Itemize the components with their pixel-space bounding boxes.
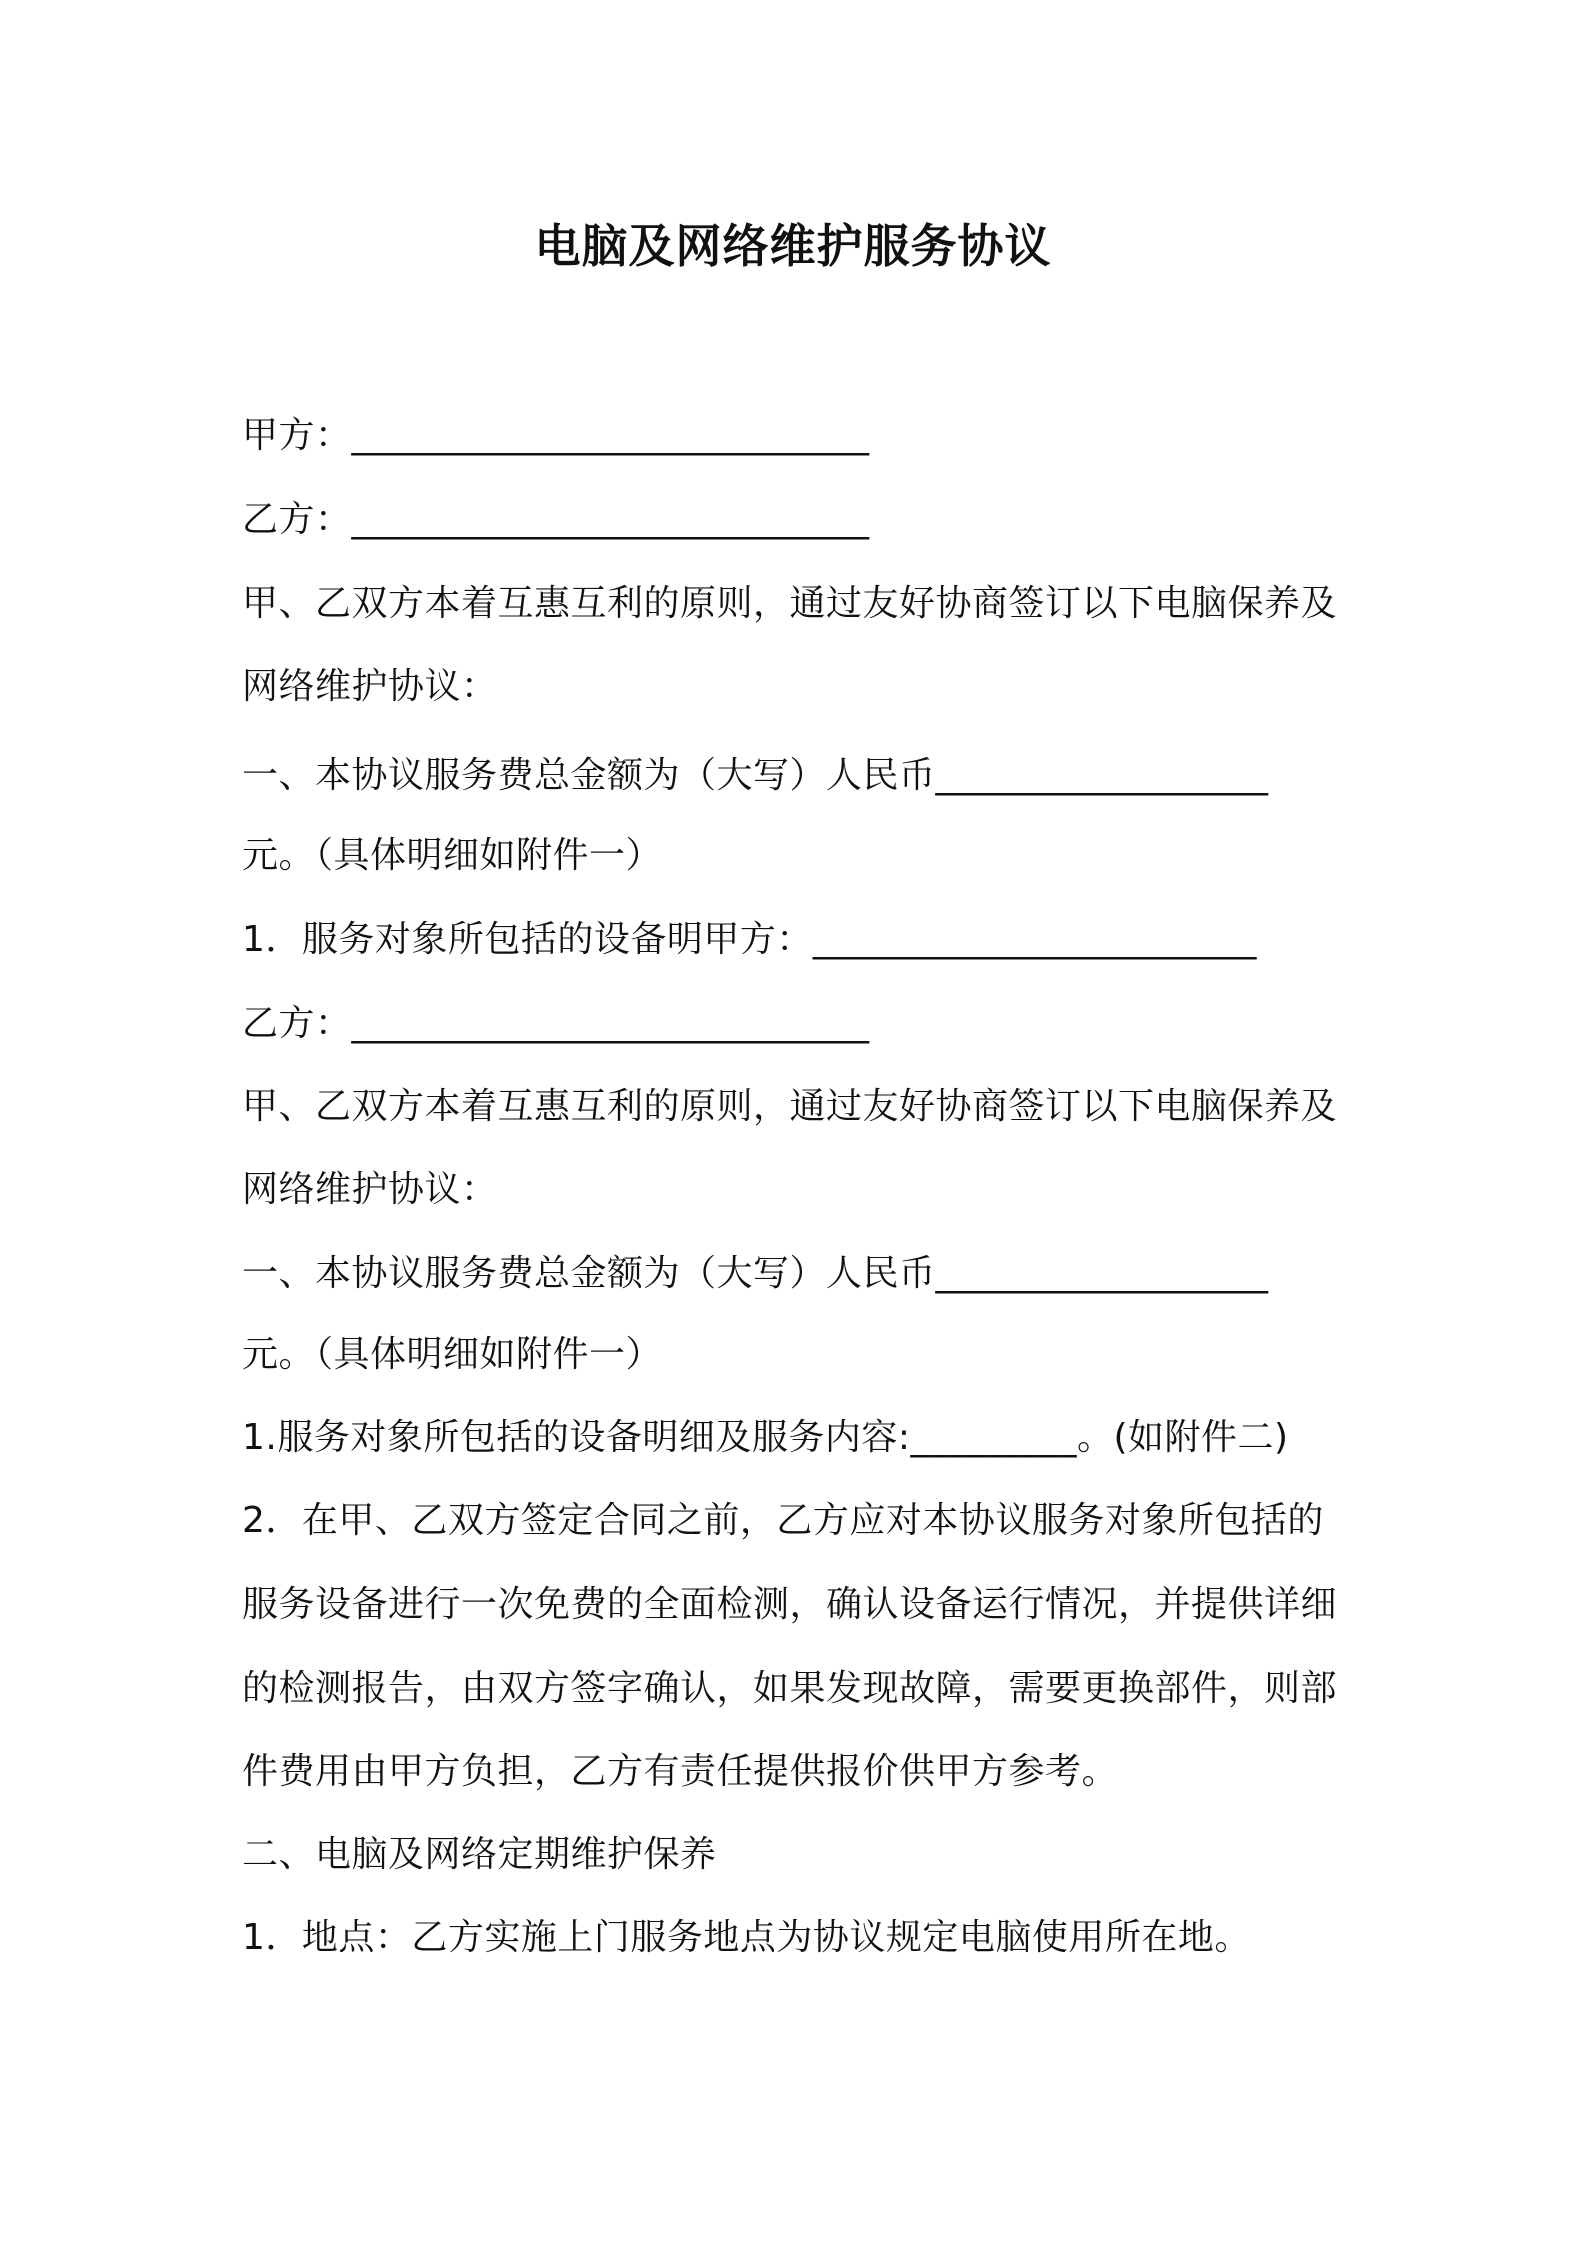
section-one-fee-note: 元。（具体明细如附件一） — [242, 835, 663, 876]
section-one-fee-line: 一、本协议服务费总金额为（大写）人民币__________________ — [242, 755, 1269, 796]
intro-paragraph-repeat-line-1: 甲、乙双方本着互惠互利的原则，通过友好协商签订以下电脑保养及 — [242, 1086, 1338, 1127]
item-1-service-content-line: 1.服务对象所包括的设备明细及服务内容:_________。(如附件二) — [242, 1417, 1289, 1458]
party-b-line-repeat: 乙方：____________________________ — [242, 1003, 870, 1044]
party-a-line: 甲方：____________________________ — [242, 415, 870, 456]
document-title: 电脑及网络维护服务协议 — [534, 219, 1052, 273]
section-two-item-1-line: 1．地点：乙方实施上门服务地点为协议规定电脑使用所在地。 — [242, 1917, 1251, 1958]
item-2-paragraph-line-4: 件费用由甲方负担，乙方有责任提供报价供甲方参考。 — [242, 1751, 1119, 1792]
item-2-paragraph-line-3: 的检测报告，由双方签字确认，如果发现故障，需要更换部件，则部 — [242, 1668, 1338, 1709]
section-one-fee-line-repeat: 一、本协议服务费总金额为（大写）人民币__________________ — [242, 1253, 1269, 1294]
item-2-paragraph-line-1: 2．在甲、乙双方签定合同之前，乙方应对本协议服务对象所包括的 — [242, 1500, 1324, 1541]
section-two-heading: 二、电脑及网络定期维护保养 — [242, 1834, 717, 1875]
item-1-equipment-line: 1．服务对象所包括的设备明甲方：________________________ — [242, 919, 1257, 960]
item-2-paragraph-line-2: 服务设备进行一次免费的全面检测，确认设备运行情况，并提供详细 — [242, 1584, 1338, 1625]
party-b-line: 乙方：____________________________ — [242, 499, 870, 540]
intro-paragraph-line-1: 甲、乙双方本着互惠互利的原则，通过友好协商签订以下电脑保养及 — [242, 583, 1338, 624]
section-one-fee-note-repeat: 元。（具体明细如附件一） — [242, 1334, 663, 1375]
intro-paragraph-line-2: 网络维护协议： — [242, 666, 498, 707]
intro-paragraph-repeat-line-2: 网络维护协议： — [242, 1169, 498, 1210]
